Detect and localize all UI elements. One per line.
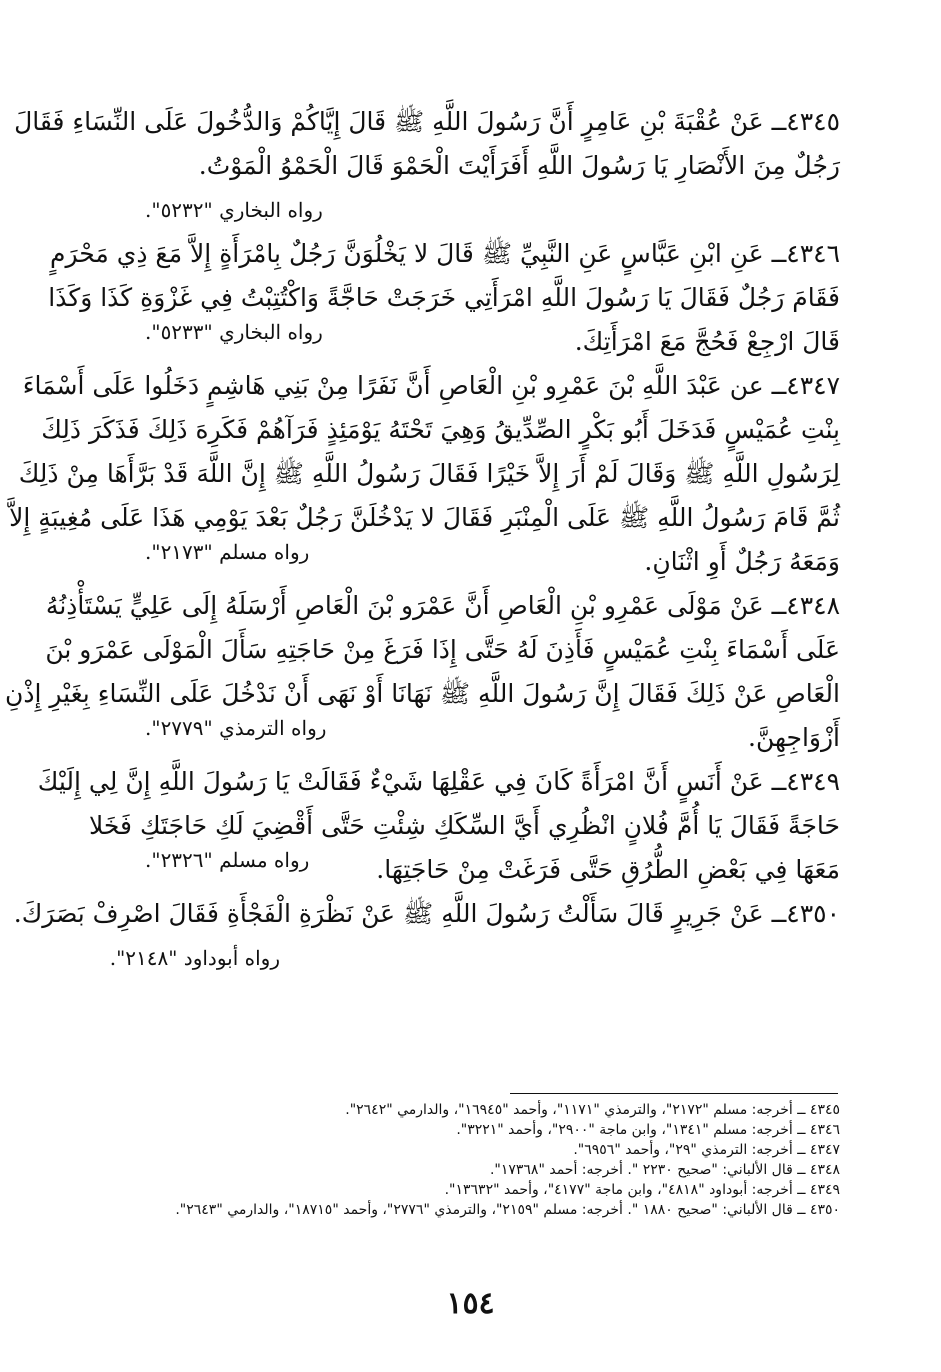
hadith-4350: [13, 892, 840, 980]
hadith-4348: [5, 584, 840, 760]
hadith-line: بِنْتِ عُمَيْسٍ فَدَخَلَ أَبُو بَكْرٍ الصِّدِّيقُ وَهِيَ تَحْتَهُ يَوْمَئِذٍ فَرَآهُمْ فَكَرِهَ ذَلِكَ فَذَكَرَ ذَلِكَ: [41, 415, 840, 444]
footnote: ٤٣٤٨ ــ قال الألباني: "صحيح ٢٢٣٠ ". أخرجه: أحمد "١٧٣٦٨".: [489, 1162, 840, 1178]
hadith-line: لِرَسُولِ اللَّهِ ﷺ وَقَالَ لَمْ أَرَ إِلاَّ خَيْرًا فَقَالَ رَسُولُ اللَّهِ ﷺ إِنَّ اللَّهَ قَدْ بَرَّأَهَا مِنْ ذَلِكَ: [18, 459, 840, 488]
hadith-4346: [48, 232, 840, 364]
footnote: ٤٣٥٠ ــ قال الألباني: "صحيح ١٨٨٠ ". أخرجه: مسلم "٢١٥٩"، والترمذي "٢٧٧٦"، وأحمد "١٨٧١٥"، والدارمي "٢٦٤٣".: [175, 1202, 840, 1218]
hadith-4349: [37, 760, 840, 892]
hadith-line: مَعَهَا فِي بَعْضِ الطُّرُقِ حَتَّى فَرَغَتْ مِنْ حَاجَتِهَا.: [376, 855, 840, 884]
page-number: ١٥٤: [446, 1286, 495, 1321]
footnote: ٤٣٤٩ ــ أخرجه: أبوداود "٤٨١٨"، وابن ماجة "٤١٧٧"، وأحمد "١٣٦٣٢".: [444, 1182, 840, 1198]
hadith-4347: [9, 364, 840, 584]
hadith-line: ٤٣٤٩ــ عَنْ أَنَسٍ أَنَّ امْرَأَةً كَانَ فِي عَقْلِهَا شَيْءٌ فَقَالَتْ يَا رَسُولَ اللَّهِ إِنَّ لِي إِلَيْكَ: [37, 767, 840, 796]
hadith-reference: رواه البخاري "٥٢٣٢".: [145, 198, 323, 222]
hadith-line: ٤٣٤٧ــ عن عَبْدَ اللَّهِ بْنَ عَمْرِو بْنِ الْعَاصِ أَنَّ نَفَرًا مِنْ بَنِي هَاشِمٍ دَخَلُوا عَلَى أَسْمَاءَ: [22, 371, 840, 400]
hadith-line: ٤٣٥٠ــ عَنْ جَرِيرٍ قَالَ سَأَلْتُ رَسُولَ اللَّهِ ﷺ عَنْ نَظْرَةِ الْفَجْأَةِ فَقَالَ اصْرِفْ بَصَرَكَ.: [13, 899, 840, 928]
hadith-text-block: [5, 100, 840, 980]
hadith-4345: [14, 100, 840, 232]
hadith-reference: رواه أبوداود "٢١٤٨".: [109, 946, 280, 970]
hadith-line: الْعَاصِ عَنْ ذَلِكَ فَقَالَ إِنَّ رَسُولَ اللَّهِ ﷺ نَهَانَا أَوْ نَهَى أَنْ نَدْخُلَ عَلَى النِّسَاءِ بِغَيْرِ إِذْنِ: [5, 679, 840, 708]
hadith-line: ٤٣٤٥ــ عَنْ عُقْبَةَ بْنِ عَامِرٍ أَنَّ رَسُولَ اللَّهِ ﷺ قَالَ إِيَّاكُمْ وَالدُّخُولَ عَلَى النِّسَاءِ فَقَالَ: [14, 107, 840, 136]
hadith-line: ٤٣٤٨ــ عَنْ مَوْلَى عَمْرِو بْنِ الْعَاصِ أَنَّ عَمْرَو بْنَ الْعَاصِ أَرْسَلَهُ إِلَى عَلِيٍّ يَسْتَأْذِنُهُ: [45, 591, 840, 620]
hadith-line: عَلَى أَسْمَاءَ بِنْتِ عُمَيْسٍ فَأَذِنَ لَهُ حَتَّى إِذَا فَرَغَ مِنْ حَاجَتِهِ سَأَلَ الْمَوْلَى عَمْرَو بْنَ: [45, 635, 840, 664]
hadith-line: أَزْوَاجِهِنَّ.: [748, 723, 840, 752]
hadith-line: ٤٣٤٦ــ عَنِ ابْنِ عَبَّاسٍ عَنِ النَّبِيِّ ﷺ قَالَ لا يَخْلُوَنَّ رَجُلٌ بِامْرَأَةٍ إِلاَّ مَعَ ذِي مَحْرَمٍ: [50, 239, 840, 268]
hadith-reference: رواه مسلم "٢٣٢٦".: [145, 848, 310, 872]
footnote-divider: [510, 1093, 838, 1094]
hadith-line: وَمَعَهُ رَجُلٌ أَوِ اثْنَانِ.: [644, 547, 840, 576]
hadith-line: فَقَامَ رَجُلٌ فَقَالَ يَا رَسُولَ اللَّهِ امْرَأَتِي خَرَجَتْ حَاجَّةً وَاكْتُتِبْتُ فِي غَزْوَةِ كَذَا وَكَذَا: [48, 283, 840, 312]
footnotes: [120, 1100, 840, 1220]
hadith-reference: رواه الترمذي "٢٧٧٩".: [145, 716, 327, 740]
footnote: ٤٣٤٦ ــ أخرجه: مسلم "١٣٤١"، وابن ماجة "٢٩٠٠"، وأحمد "٣٢٢١".: [456, 1122, 840, 1138]
hadith-line: قَالَ ارْجِعْ فَحُجَّ مَعَ امْرَأَتِكَ.: [574, 327, 840, 356]
hadith-line: رَجُلٌ مِنَ الأَنْصَارِ يَا رَسُولَ اللَّهِ أَفَرَأَيْتَ الْحَمْوَ قَالَ الْحَمْوُ الْمَوْتُ.: [198, 151, 840, 180]
hadith-line: حَاجَةً فَقَالَ يَا أُمَّ فُلانٍ انْظُرِي أَيَّ السِّكَكِ شِئْتِ حَتَّى أَقْضِيَ لَكِ حَاجَتَكِ فَخَلا: [89, 811, 840, 840]
footnote: ٤٣٤٥ ــ أخرجه: مسلم "٢١٧٢"، والترمذي "١١٧١"، وأحمد "١٦٩٤٥"، والدارمي "٢٦٤٢".: [345, 1102, 840, 1118]
hadith-reference: رواه البخاري "٥٢٣٣".: [145, 320, 323, 344]
footnote: ٤٣٤٧ ــ أخرجه: الترمذي "٢٩"، وأحمد "٦٩٥٦".: [573, 1142, 840, 1158]
hadith-line: ثُمَّ قَامَ رَسُولُ اللَّهِ ﷺ عَلَى الْمِنْبَرِ فَقَالَ لا يَدْخُلَنَّ رَجُلٌ بَعْدَ يَوْمِي هَذَا عَلَى مُغِيبَةٍ إِلاَّ: [9, 503, 840, 532]
hadith-reference: رواه مسلم "٢١٧٣".: [145, 540, 310, 564]
